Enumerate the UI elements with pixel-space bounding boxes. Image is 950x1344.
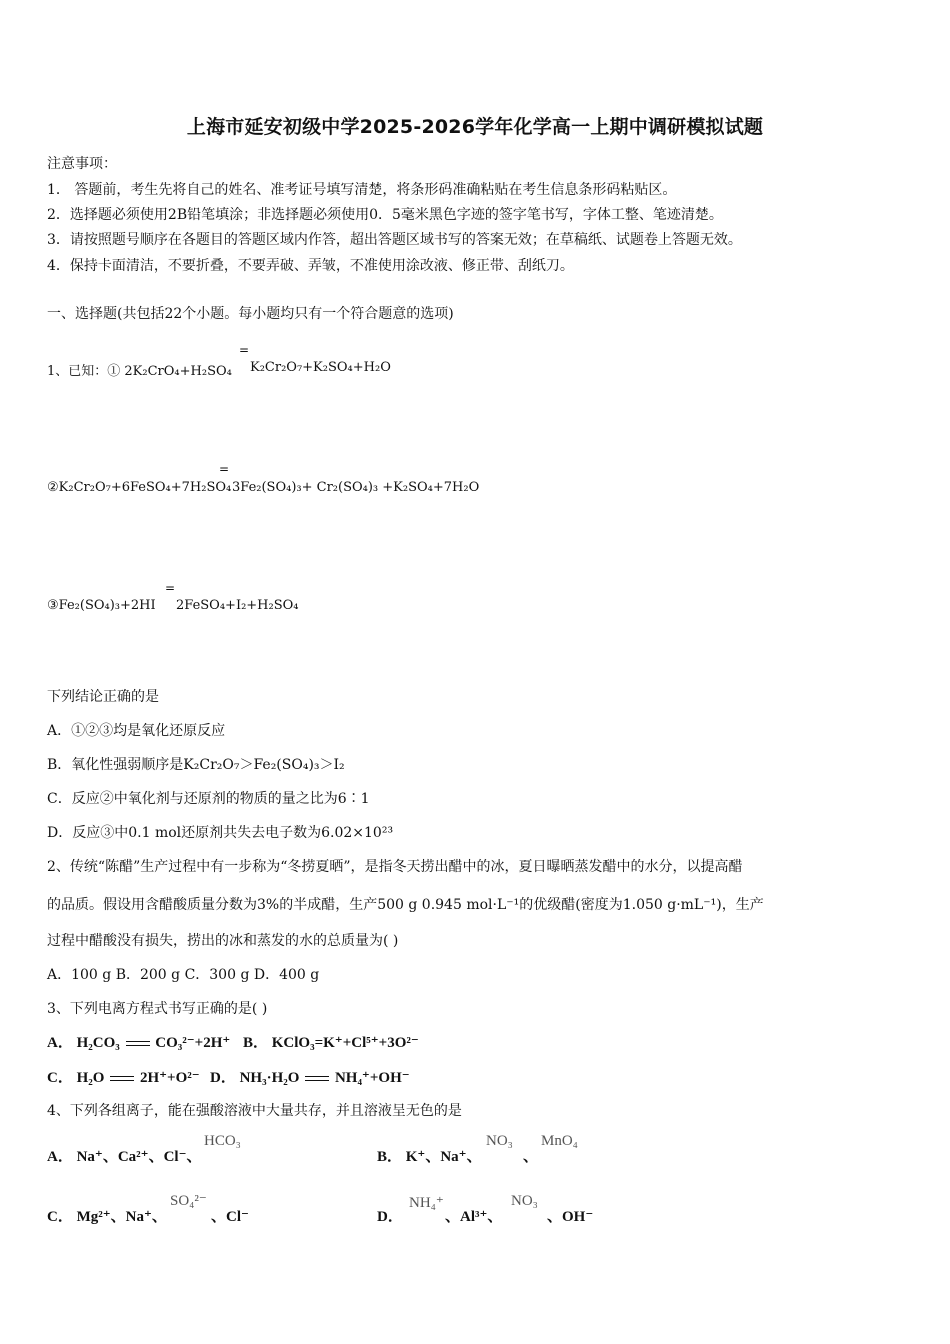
q1-eq1-left: 1、已知：① 2K₂CrO₄+H₂SO₄ <box>47 364 232 379</box>
equals-sign: = <box>165 581 176 595</box>
q4-option-d: D． <box>377 1209 403 1225</box>
ion-formula: HCO₃ <box>204 1133 241 1149</box>
notice-item: 3．请按照题号顺序在各题目的答题区域内作答，超出答题区域书写的答案无效；在草稿纸、试题卷上答题无效。 <box>47 232 742 248</box>
q4-option-a: A． Na⁺、Ca²⁺、Cl⁻、 <box>47 1149 202 1165</box>
equals-sign: = <box>239 343 250 357</box>
q3-option-a <box>47 1031 230 1052</box>
section-heading: 一、选择题(共包括22个小题。每小题均只有一个符合题意的选项) <box>47 306 454 322</box>
equilibrium-arrow-icon <box>110 1074 134 1084</box>
page-title: 上海市延安初级中学2025-2026学年化学高一上期中调研模拟试题 <box>186 116 764 138</box>
option-label: A． <box>47 1035 73 1051</box>
q1-eq1-right: K₂Cr₂O₇+K₂SO₄+H₂O <box>250 360 391 375</box>
q1-stem: 下列结论正确的是 <box>47 689 159 705</box>
ion-tail: 、OH⁻ <box>547 1209 594 1225</box>
ion-formula: NH₄⁺ <box>409 1195 444 1211</box>
ion-tail: 、Cl⁻ <box>211 1209 249 1225</box>
q1-option-d: D．反应③中0.1 mol还原剂共失去电子数为6.02×10²³ <box>47 825 394 841</box>
equilibrium-arrow-icon <box>126 1039 150 1049</box>
ion-formula: NO₃ <box>486 1133 513 1149</box>
q1-eq2-left: ②K₂Cr₂O₇+6FeSO₄+7H₂SO₄ <box>47 480 232 495</box>
notice-item: 2．选择题必须使用2B铅笔填涂；非选择题必须使用0．5毫米黑色字迹的签字笔书写，字体工整、笔迹清楚。 <box>47 207 723 223</box>
equals-sign: = <box>219 462 230 476</box>
ion-formula: NO₃ <box>511 1193 538 1209</box>
q1-eq3-right: 2FeSO₄+I₂+H₂SO₄ <box>176 598 299 613</box>
q1-eq3-left: ③Fe₂(SO₄)₃+2HI <box>47 598 156 613</box>
q2-options: A．100 g B．200 g C．300 g D．400 g <box>47 967 320 983</box>
formula: H₂O <box>76 1070 105 1086</box>
q3-option-d <box>210 1066 410 1087</box>
q2-line: 2、传统“陈醋”生产过程中有一步称为“冬捞夏晒”，是指冬天捞出醋中的冰，夏日曝晒蒸发醋中的水分，以提高醋 <box>47 859 743 875</box>
equilibrium-arrow-icon <box>305 1074 329 1084</box>
q3-option-c <box>47 1066 200 1087</box>
ion-mid: 、Al³⁺、 <box>445 1209 503 1225</box>
option-label: D． <box>210 1070 236 1086</box>
formula: NH₃·H₂O <box>239 1070 300 1086</box>
q3-stem: 3、下列电离方程式书写正确的是( ) <box>47 1001 268 1017</box>
q3-option-b: B． KClO₃=K⁺+Cl⁵⁺+3O²⁻ <box>243 1035 419 1051</box>
q4-option-b: B． K⁺、Na⁺、 <box>377 1149 482 1165</box>
q2-line: 的品质。假设用含醋酸质量分数为3%的半成醋，生产500 g 0.945 mol·L⁻¹的优级醋(密度为1.050 g·mL⁻¹)，生产 <box>47 897 764 913</box>
formula: H₂CO₃ <box>76 1035 120 1051</box>
separator: 、 <box>523 1149 539 1165</box>
q1-option-c: C．反应②中氧化剂与还原剂的物质的量之比为6∶1 <box>47 791 370 807</box>
q1-option-a: A．①②③均是氧化还原反应 <box>47 723 226 739</box>
formula: CO₃²⁻+2H⁺ <box>155 1035 231 1051</box>
q4-stem: 4、下列各组离子，能在强酸溶液中大量共存，并且溶液呈无色的是 <box>47 1103 462 1119</box>
q1-eq2-right: 3Fe₂(SO₄)₃+ Cr₂(SO₄)₃ +K₂SO₄+7H₂O <box>232 480 480 495</box>
option-label: C． <box>47 1070 73 1086</box>
formula: NH₄⁺+OH⁻ <box>334 1070 410 1086</box>
notice-item: 1． 答题前，考生先将自己的姓名、准考证号填写清楚，将条形码准确粘贴在考生信息条形码粘贴区。 <box>47 182 677 198</box>
q2-line: 过程中醋酸没有损失，捞出的冰和蒸发的水的总质量为( ) <box>47 933 399 949</box>
notice-heading: 注意事项： <box>47 156 117 172</box>
ion-formula: MnO₄ <box>541 1133 578 1149</box>
formula: 2H⁺+O²⁻ <box>139 1070 200 1086</box>
q4-option-c: C． Mg²⁺、Na⁺、 <box>47 1209 167 1225</box>
notice-item: 4．保持卡面清洁，不要折叠，不要弄破、弄皱，不准使用涂改液、修正带、刮纸刀。 <box>47 258 574 274</box>
ion-formula: SO₄²⁻ <box>170 1193 207 1209</box>
q1-option-b: B．氧化性强弱顺序是K₂Cr₂O₇＞Fe₂(SO₄)₃＞I₂ <box>47 757 345 773</box>
